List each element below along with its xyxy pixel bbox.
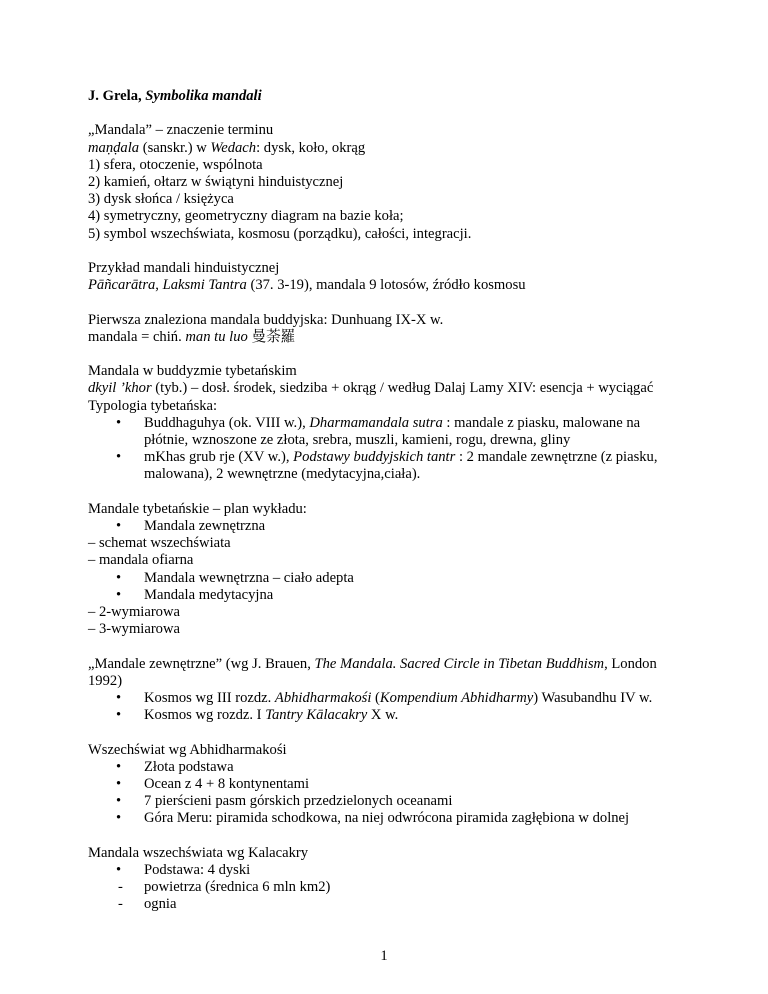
bullet-icon: • — [116, 810, 122, 827]
term-podstawy-tantr: Podstawy buddyjskich tantr — [293, 449, 456, 466]
list-item — [88, 793, 678, 810]
text-span: : dysk, koło, okrąg — [256, 139, 366, 156]
dash-line: – 2-wymiarowa — [88, 604, 180, 621]
source-pancaratra: Pāñcarātra — [88, 277, 156, 294]
list-item — [88, 707, 678, 724]
term-mandala: maṇḍala — [88, 139, 140, 156]
list-item — [88, 587, 678, 604]
list-item-text: Mandala medytacyjna — [144, 586, 274, 603]
hindu-source-line — [88, 277, 678, 294]
bullet-icon: • — [116, 690, 122, 707]
meaning-item: 1) sfera, otoczenie, wspólnota — [88, 156, 263, 173]
chinese-characters: 曼荼羅 — [247, 328, 296, 345]
bullet-icon: • — [116, 758, 122, 775]
dash-line: – schemat wszechświata — [88, 535, 231, 552]
list-item — [88, 518, 678, 535]
title-author: J. Grela, — [88, 88, 142, 104]
list-item — [88, 759, 678, 776]
etymology-line — [88, 140, 678, 157]
text-span: ( — [371, 690, 380, 707]
text-span: (37. 3-19), mandala 9 lotosów, źródło kosmosu — [246, 277, 526, 294]
term-man-tu-luo: man tu luo — [185, 328, 248, 345]
dash-item — [88, 896, 678, 913]
list-item — [88, 810, 678, 827]
text-span: : mandale z piasku, malowane na płótnie, wznoszone ze złota, srebra, muszli, kamieni, rogu, drewna, gliny — [144, 414, 641, 448]
section-heading-hindu: Przykład mandali hinduistycznej — [88, 260, 280, 276]
dkyil-khor-line — [88, 380, 678, 397]
bullet-icon: • — [116, 776, 122, 793]
text-span: X w. — [367, 707, 399, 724]
chinese-name-line — [88, 329, 678, 346]
section-heading-kalacakra: Mandala wszechświata wg Kalacakry — [88, 844, 309, 861]
term-kompendium: Kompendium Abhidharmy — [379, 690, 534, 707]
text-span: , — [155, 277, 163, 294]
bullet-icon: • — [116, 449, 122, 466]
title-work: Symbolika mandali — [145, 88, 262, 104]
dash-line: – mandala ofiarna — [88, 552, 194, 569]
text-span: Kosmos wg III rozdz. — [144, 690, 275, 707]
page-number: 1 — [380, 948, 388, 964]
list-item-text: Złota podstawa — [144, 758, 234, 775]
term-dkyil-khor: dkyil ’khor — [88, 380, 152, 397]
dash-item-text: ognia — [144, 896, 177, 913]
text-span: „Mandale zewnętrzne” (wg J. Brauen, — [88, 655, 315, 672]
list-item — [88, 415, 678, 449]
bullet-icon: • — [116, 586, 122, 603]
text-span: mandala = chiń. — [88, 328, 186, 345]
list-item-text: Mandala wewnętrzna – ciało adepta — [144, 569, 354, 586]
list-item — [88, 570, 678, 587]
typology-label: Typologia tybetańska: — [88, 397, 218, 414]
bullet-icon: • — [116, 569, 122, 586]
list-item — [88, 862, 678, 879]
first-buddhist-mandala: Pierwsza znaleziona mandala buddyjska: Dunhuang IX-X w. — [88, 311, 444, 328]
term-wedach: Wedach — [210, 139, 257, 156]
list-item-text: Podstawa: 4 dyski — [144, 862, 251, 879]
book-title: The Mandala. Sacred Circle in Tibetan Buddhism — [314, 655, 605, 672]
meaning-item: 3) dysk słońca / księżyca — [88, 191, 234, 208]
bullet-icon: • — [116, 518, 122, 534]
list-item — [88, 776, 678, 793]
list-item-text: Mandala zewnętrzna — [144, 518, 266, 534]
text-span: (sanskr.) w — [139, 139, 211, 156]
section-heading-plan: Mandale tybetańskie – plan wykładu: — [88, 500, 307, 517]
text-span: Kosmos wg rozdz. I — [144, 707, 266, 724]
list-item-text: Góra Meru: piramida schodkowa, na niej odwrócona piramida zagłębiona w dolnej — [144, 810, 630, 827]
list-item — [88, 690, 678, 707]
text-span: (tyb.) – dosł. środek, siedziba + okrąg / według Dalaj Lamy XIV: esencja + wyciągać — [151, 380, 654, 397]
text-span: : 2 mandale zewnętrzne (z piasku, malowana), 2 wewnętrzne (medytacyjna,ciała). — [144, 449, 658, 483]
term-abhidharmakosi: Abhidharmakośi — [274, 690, 372, 707]
text-span: , London 1992) — [88, 655, 657, 689]
dash-item — [88, 879, 678, 896]
bullet-icon: • — [116, 862, 122, 879]
meaning-item: 5) symbol wszechświata, kosmosu (porządku), całości, integracji. — [88, 225, 472, 242]
section-heading-meaning: „Mandala” – znaczenie terminu — [88, 122, 274, 139]
dash-icon: - — [118, 896, 123, 913]
bullet-icon: • — [116, 707, 122, 724]
document-title — [88, 88, 678, 105]
dash-item-text: powietrza (średnica 6 mln km2) — [144, 879, 331, 896]
bullet-icon: • — [116, 793, 122, 810]
term-dharmamandala-sutra: Dharmamandala sutra — [309, 414, 443, 431]
list-item-text: Ocean z 4 + 8 kontynentami — [144, 776, 310, 793]
section-heading-abhidharmakosa: Wszechświat wg Abhidharmakośi — [88, 741, 287, 758]
text-span: ) Wasubandhu IV w. — [533, 690, 653, 707]
section-heading-tibetan: Mandala w buddyzmie tybetańskim — [88, 363, 297, 380]
document-body — [88, 88, 678, 914]
meaning-item: 4) symetryczny, geometryczny diagram na bazie koła; — [88, 208, 404, 225]
section-heading-external — [88, 656, 678, 690]
term-tantry-kalacakry: Tantry Kālacakry — [265, 707, 368, 724]
bullet-icon: • — [116, 414, 122, 431]
list-item — [88, 449, 678, 483]
text-span: Buddhaguhya (ok. VIII w.), — [144, 414, 310, 431]
list-item-text: 7 pierścieni pasm górskich przedzielonych oceanami — [144, 793, 453, 810]
dash-icon: - — [118, 879, 123, 896]
text-span: mKhas grub rje (XV w.), — [144, 449, 294, 466]
dash-line: – 3-wymiarowa — [88, 621, 180, 638]
source-laksmi-tantra: Laksmi Tantra — [162, 277, 247, 294]
meaning-item: 2) kamień, ołtarz w świątyni hinduistycznej — [88, 174, 344, 190]
